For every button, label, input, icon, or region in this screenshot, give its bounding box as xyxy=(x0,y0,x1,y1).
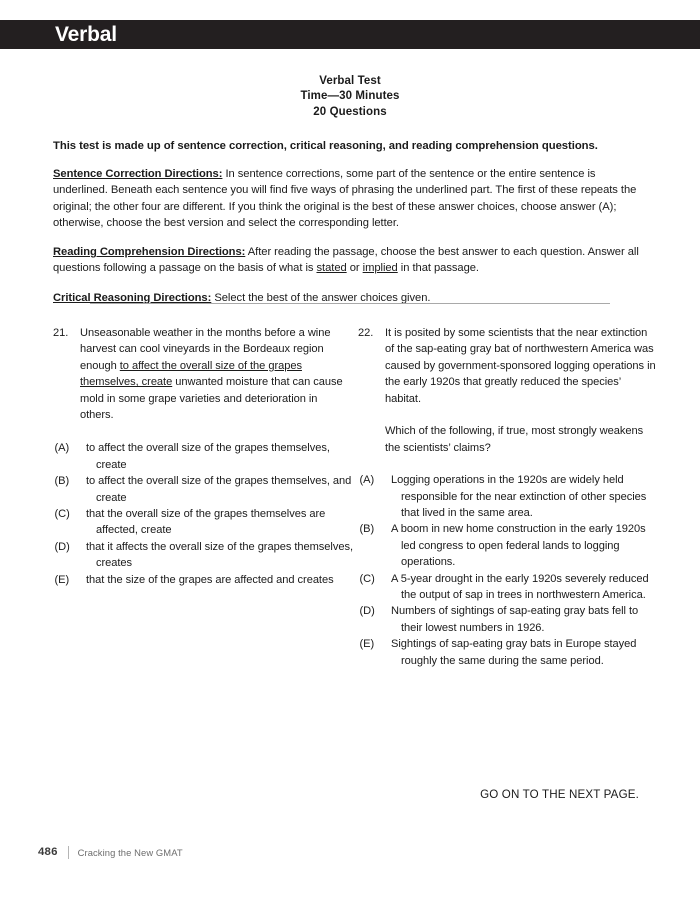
critical-reasoning-body: Select the best of the answer choices given. xyxy=(211,291,431,304)
question-22-stem: It is posited by some scientists that the near extinction of the sap-eating gray bat of northwestern America was caused by government-sponsored logging operations in the early 1920s that greatly reduced the species’ habitat. xyxy=(385,327,656,405)
footer-page-number: 486 xyxy=(38,846,58,858)
section-title: Verbal xyxy=(55,23,117,46)
choice-21-b[interactable] xyxy=(53,473,353,506)
choice-22-c[interactable] xyxy=(358,571,658,604)
choice-22-b-letter: (B) xyxy=(359,523,375,536)
question-21-choices xyxy=(53,440,353,588)
reading-comprehension-body-1: After reading the passage, choose the best answer to each question. Answer all questions following a passage on the basis of what is xyxy=(53,246,639,275)
question-column-left xyxy=(53,325,353,588)
question-21-number: 21. xyxy=(53,327,69,339)
choice-21-c-text: that the overall size of the grapes themselves are affected, create xyxy=(86,508,326,537)
choice-22-e[interactable] xyxy=(358,636,658,669)
reading-comprehension-underlined-implied: implied xyxy=(362,262,398,275)
choice-21-c[interactable] xyxy=(53,506,353,539)
choice-22-b[interactable] xyxy=(358,521,658,570)
footer-book-title: Cracking the New GMAT xyxy=(77,846,183,858)
directions-block xyxy=(53,139,653,306)
directions-lead: This test is made up of sentence correction, critical reasoning, and reading comprehension questions. xyxy=(53,140,598,152)
choice-21-e[interactable] xyxy=(53,572,353,588)
question-column-right xyxy=(358,325,658,669)
choice-22-a-text: Logging operations in the 1920s are widely held responsible for the near extinction of other species that lived in the same area. xyxy=(391,474,647,520)
choice-22-c-letter: (C) xyxy=(359,572,375,585)
critical-reasoning-label: Critical Reasoning Directions: xyxy=(53,291,212,304)
test-heading xyxy=(0,74,700,120)
choice-21-a-text: to affect the overall size of the grapes themselves, create xyxy=(86,442,330,471)
choice-21-a-letter: (A) xyxy=(54,442,70,455)
question-21 xyxy=(53,325,353,423)
choice-22-a-letter: (A) xyxy=(359,474,375,487)
choice-21-d-text: that it affects the overall size of the grapes themselves, creates xyxy=(86,540,353,570)
reading-comprehension-label: Reading Comprehension Directions: xyxy=(53,246,246,259)
reading-comprehension-body-2: or xyxy=(346,262,363,275)
choice-22-d-text: Numbers of sightings of sap-eating gray bats fell to their lowest numbers in 1926. xyxy=(391,605,639,634)
choice-21-c-letter: (C) xyxy=(54,508,70,521)
choice-22-b-text: A boom in new home construction in the early 1920s led congress to open federal lands to logging operations. xyxy=(391,523,646,569)
question-22 xyxy=(358,325,658,456)
sentence-correction-label: Sentence Correction Directions: xyxy=(53,168,223,180)
question-21-stem-underlined: to affect the overall size of the grapes themselves, create xyxy=(80,359,302,389)
reading-comprehension-underlined-stated: stated xyxy=(316,262,347,275)
footer-divider xyxy=(68,846,69,859)
question-21-stem xyxy=(80,325,353,423)
question-21-stem-part2: unwanted moisture that can cause mold in some grape varieties and deterioration in others. xyxy=(80,376,343,422)
choice-22-e-letter: (E) xyxy=(359,638,375,651)
question-22-number: 22. xyxy=(358,327,374,339)
choice-22-d-letter: (D) xyxy=(359,605,375,618)
choice-21-b-text: to affect the overall size of the grapes themselves, and create xyxy=(86,475,352,504)
sentence-correction-body: In sentence corrections, some part of the sentence or the entire sentence is underlined. Beneath each sentence you will find five ways of phrasing the underlined part. The first of these repeats the original; the other four are different. If you think the original is the best of these answer choices, choose answer (A); otherwise, choose the best version and select the corresponding letter. xyxy=(53,168,637,229)
choice-22-e-text: Sightings of sap-eating gray bats in Europe stayed roughly the same during the same period. xyxy=(391,638,637,667)
test-heading-line-title: Verbal Test xyxy=(319,75,381,87)
choice-22-a[interactable] xyxy=(358,472,658,521)
question-22-choices xyxy=(358,472,658,669)
choice-22-d[interactable] xyxy=(358,603,658,636)
choice-21-e-text: that the size of the grapes are affected and creates xyxy=(86,573,334,586)
reading-comprehension-directions xyxy=(53,244,653,277)
test-heading-line-time: Time—30 Minutes xyxy=(300,90,400,103)
choice-21-a[interactable] xyxy=(53,440,353,473)
question-21-stem-part1: Unseasonable weather in the months before a wine harvest can cool vineyards in the Bordeaux region enough xyxy=(80,327,331,372)
reading-comprehension-body-3: in that passage. xyxy=(397,262,479,275)
choice-22-c-text: A 5-year drought in the early 1920s severely reduced the output of sap in trees in northwestern America. xyxy=(391,572,649,602)
sentence-correction-directions xyxy=(53,166,653,231)
page-footer xyxy=(38,844,183,860)
choice-21-d[interactable] xyxy=(53,539,353,572)
choice-21-e-letter: (E) xyxy=(54,573,70,586)
section-divider xyxy=(90,303,610,304)
choice-21-d-letter: (D) xyxy=(54,540,70,553)
question-22-sub-question: Which of the following, if true, most strongly weakens the scientists’ claims? xyxy=(385,425,644,454)
go-on-notice: GO ON TO THE NEXT PAGE. xyxy=(480,788,639,801)
choice-21-b-letter: (B) xyxy=(54,475,70,488)
running-head-bar xyxy=(0,20,700,49)
test-heading-line-questions: 20 Questions xyxy=(313,105,387,118)
